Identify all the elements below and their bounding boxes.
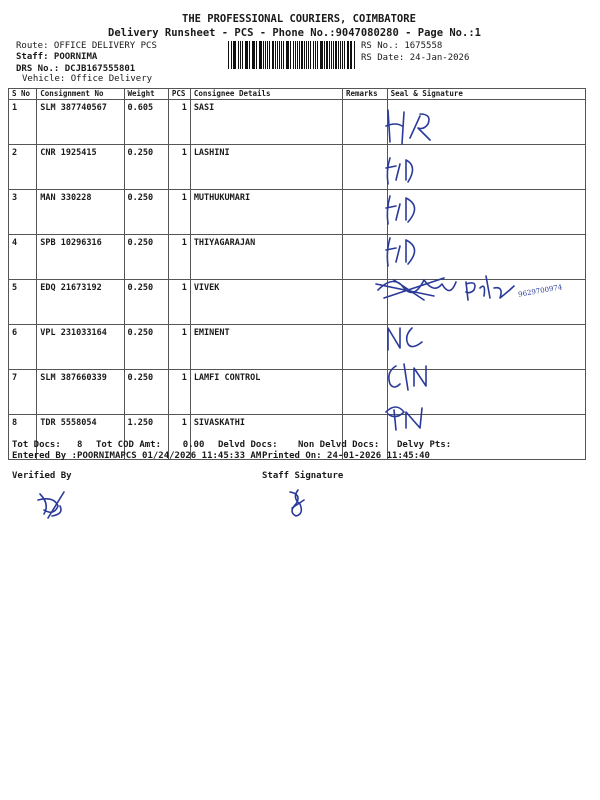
company-title: THE PROFESSIONAL COURIERS, COIMBATORE bbox=[182, 13, 416, 25]
col-seal-signature: Seal & Signature bbox=[387, 89, 585, 100]
row-consignment-no: CNR 1925415 bbox=[37, 145, 124, 190]
barcode-bar bbox=[304, 41, 305, 69]
barcode-bar bbox=[265, 41, 266, 69]
barcode-bar bbox=[267, 41, 268, 69]
barcode bbox=[228, 41, 356, 69]
col-consignment: Consignment No bbox=[37, 89, 124, 100]
row-consignee: VIVEK bbox=[190, 280, 342, 325]
barcode-bar bbox=[234, 41, 235, 69]
barcode-bar bbox=[242, 41, 243, 69]
verified-by-signature bbox=[34, 486, 74, 522]
barcode-bar bbox=[260, 41, 261, 69]
non-delvd-docs: Non Delvd Docs: bbox=[298, 440, 380, 450]
row-sno: 2 bbox=[9, 145, 37, 190]
barcode-bar bbox=[290, 41, 291, 69]
row-weight: 0.250 bbox=[124, 145, 168, 190]
barcode-bar bbox=[344, 41, 345, 69]
total-docs bbox=[12, 440, 82, 450]
barcode-bar bbox=[354, 41, 355, 69]
barcode-bar bbox=[269, 41, 270, 69]
table-header-row bbox=[9, 89, 586, 100]
col-consignee: Consignee Details bbox=[190, 89, 342, 100]
delvy-pts: Delvy Pts: bbox=[397, 440, 452, 450]
barcode-bar bbox=[281, 41, 282, 69]
col-remarks: Remarks bbox=[342, 89, 387, 100]
entered-by: Entered By :POORNIMAPCS 01/24/2026 11:45:33 AM bbox=[12, 451, 262, 461]
row-consignee: SIVASKATHI bbox=[190, 415, 342, 460]
signature-row-2 bbox=[382, 150, 442, 190]
staff-signature-mark bbox=[282, 486, 312, 522]
barcode-bar bbox=[263, 41, 264, 69]
row-consignment-no: SPB 10296316 bbox=[37, 235, 124, 280]
row-sno: 5 bbox=[9, 280, 37, 325]
signature-row-6 bbox=[382, 316, 442, 356]
barcode-bar bbox=[286, 41, 287, 69]
row-weight: 0.250 bbox=[124, 280, 168, 325]
barcode-bar bbox=[301, 41, 302, 69]
row-weight: 0.250 bbox=[124, 235, 168, 280]
row-consignee: EMINENT bbox=[190, 325, 342, 370]
row-sno: 4 bbox=[9, 235, 37, 280]
barcode-bar bbox=[340, 41, 341, 69]
barcode-bar bbox=[231, 41, 232, 69]
barcode-bar bbox=[275, 41, 276, 69]
runsheet-subtitle: Delivery Runsheet - PCS - Phone No.:9047080280 - Page No.:1 bbox=[108, 27, 481, 39]
row-sno: 8 bbox=[9, 415, 37, 460]
barcode-bar bbox=[306, 41, 307, 69]
barcode-bar bbox=[333, 41, 334, 69]
row-pcs: 1 bbox=[168, 190, 190, 235]
row-pcs: 1 bbox=[168, 325, 190, 370]
barcode-bar bbox=[297, 41, 298, 69]
barcode-bar bbox=[335, 41, 336, 69]
table-row bbox=[9, 145, 586, 190]
barcode-bar bbox=[342, 41, 343, 69]
barcode-bar bbox=[315, 41, 316, 69]
barcode-bar bbox=[283, 41, 284, 69]
row-weight: 0.250 bbox=[124, 325, 168, 370]
row-consignment-no: SLM 387740567 bbox=[37, 100, 124, 145]
barcode-bar bbox=[279, 41, 280, 69]
row-pcs: 1 bbox=[168, 235, 190, 280]
col-weight: Weight bbox=[124, 89, 168, 100]
row-weight: 1.250 bbox=[124, 415, 168, 460]
staff-signature-label: Staff Signature bbox=[262, 471, 344, 481]
total-cod bbox=[96, 440, 204, 450]
drs-number: DRS No.: DCJB167555801 bbox=[16, 64, 136, 74]
row-pcs: 1 bbox=[168, 100, 190, 145]
barcode-bar bbox=[228, 41, 229, 69]
row-weight: 0.250 bbox=[124, 370, 168, 415]
printed-on: Printed On: 24-01-2026 11:45:40 bbox=[262, 451, 430, 461]
barcode-bar bbox=[324, 41, 325, 69]
barcode-bar bbox=[331, 41, 332, 69]
row-consignment-no: TDR 5558054 bbox=[37, 415, 124, 460]
row-pcs: 1 bbox=[168, 280, 190, 325]
row-remarks bbox=[342, 100, 387, 145]
table-row bbox=[9, 190, 586, 235]
barcode-bar bbox=[308, 41, 309, 69]
table-row bbox=[9, 370, 586, 415]
table-row bbox=[9, 325, 586, 370]
row-remarks bbox=[342, 190, 387, 235]
barcode-bar bbox=[329, 41, 330, 69]
row-consignee: THIYAGARAJAN bbox=[190, 235, 342, 280]
route-label: Route: OFFICE DELIVERY PCS bbox=[16, 41, 157, 51]
tot-docs-value: 8 bbox=[77, 440, 83, 450]
barcode-bar bbox=[317, 41, 318, 69]
barcode-bar bbox=[238, 41, 240, 69]
signature-row-4 bbox=[382, 232, 442, 272]
barcode-bar bbox=[351, 41, 352, 69]
staff-label: Staff: POORNIMA bbox=[16, 52, 98, 62]
delvd-docs: Delvd Docs: bbox=[218, 440, 278, 450]
barcode-bar bbox=[245, 41, 246, 69]
row-consignee: LAMFI CONTROL bbox=[190, 370, 342, 415]
rs-date: RS Date: 24-Jan-2026 bbox=[361, 53, 470, 63]
barcode-bar bbox=[295, 41, 296, 69]
barcode-bar bbox=[310, 41, 312, 69]
barcode-bar bbox=[246, 41, 247, 69]
rs-number: RS No.: 1675558 bbox=[361, 41, 443, 51]
row-consignment-no: EDQ 21673192 bbox=[37, 280, 124, 325]
barcode-bar bbox=[256, 41, 257, 69]
barcode-bar bbox=[233, 41, 234, 69]
barcode-bar bbox=[313, 41, 314, 69]
barcode-bar bbox=[287, 41, 289, 69]
row-weight: 0.605 bbox=[124, 100, 168, 145]
signature-phone-note: 9629700974 bbox=[517, 283, 563, 299]
signature-row-7 bbox=[382, 356, 442, 396]
barcode-bar bbox=[253, 41, 255, 69]
barcode-bar bbox=[277, 41, 278, 69]
signature-row-1 bbox=[382, 108, 442, 148]
barcode-bar bbox=[350, 41, 351, 69]
barcode-bar bbox=[299, 41, 300, 69]
tot-docs-label: Tot Docs: bbox=[12, 440, 61, 450]
row-consignment-no: VPL 231033164 bbox=[37, 325, 124, 370]
row-consignee: MUTHUKUMARI bbox=[190, 190, 342, 235]
table-row bbox=[9, 100, 586, 145]
row-consignee: SASI bbox=[190, 100, 342, 145]
vehicle-label: Vehicle: Office Delivery bbox=[22, 74, 153, 84]
row-consignment-no: SLM 387660339 bbox=[37, 370, 124, 415]
barcode-bar bbox=[320, 41, 321, 69]
barcode-bar bbox=[293, 41, 294, 69]
verified-by-label: Verified By bbox=[12, 471, 72, 481]
barcode-bar bbox=[321, 41, 322, 69]
row-pcs: 1 bbox=[168, 145, 190, 190]
row-sno: 1 bbox=[9, 100, 37, 145]
barcode-bar bbox=[252, 41, 253, 69]
col-sno: S No bbox=[9, 89, 37, 100]
barcode-bar bbox=[326, 41, 328, 69]
row-remarks bbox=[342, 145, 387, 190]
row-pcs: 1 bbox=[168, 370, 190, 415]
tot-cod-value: 0.00 bbox=[182, 440, 205, 450]
tot-cod-label: Tot COD Amt: bbox=[96, 440, 162, 450]
col-pcs: PCS bbox=[168, 89, 190, 100]
row-weight: 0.250 bbox=[124, 190, 168, 235]
row-sno: 3 bbox=[9, 190, 37, 235]
row-consignee: LASHINI bbox=[190, 145, 342, 190]
row-pcs: 1 bbox=[168, 415, 190, 460]
barcode-bar bbox=[347, 41, 349, 69]
row-consignment-no: MAN 330228 bbox=[37, 190, 124, 235]
row-sno: 6 bbox=[9, 325, 37, 370]
row-remarks bbox=[342, 325, 387, 370]
barcode-bar bbox=[249, 41, 250, 69]
signature-row-8 bbox=[382, 398, 442, 438]
barcode-bar bbox=[259, 41, 260, 69]
row-sno: 7 bbox=[9, 370, 37, 415]
barcode-bar bbox=[240, 41, 241, 69]
row-remarks bbox=[342, 370, 387, 415]
barcode-bar bbox=[338, 41, 339, 69]
barcode-bar bbox=[272, 41, 274, 69]
signature-row-3 bbox=[382, 190, 442, 230]
